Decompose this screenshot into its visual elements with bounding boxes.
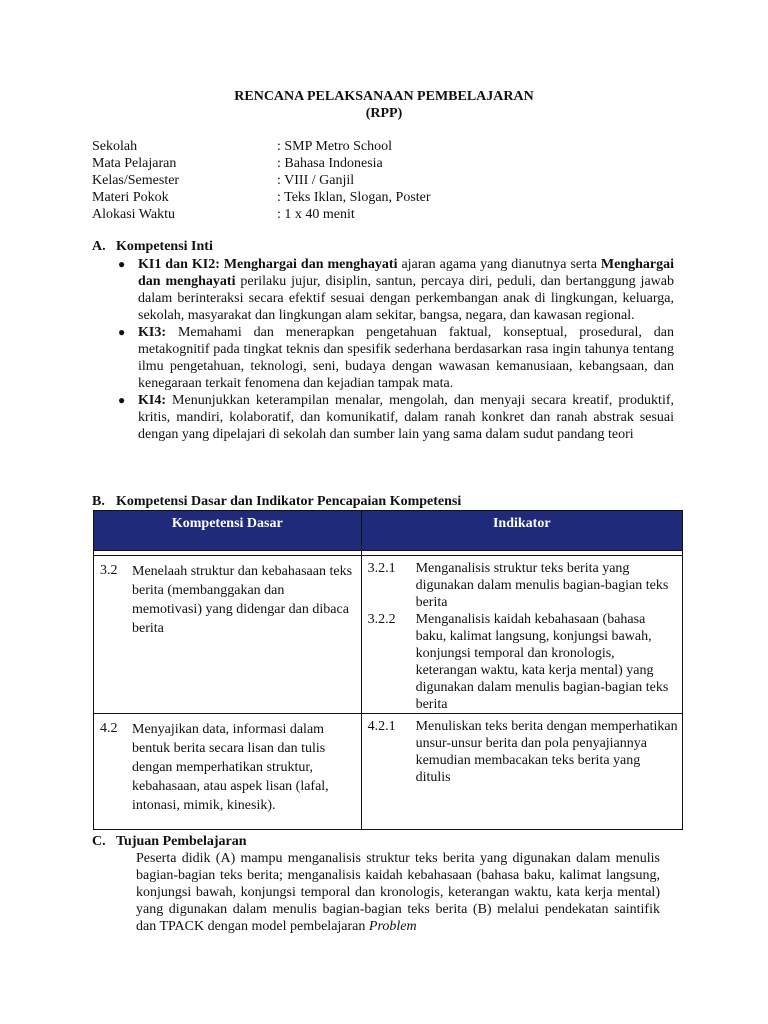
section-title: Kompetensi Inti: [116, 239, 213, 254]
info-label: Mata Pelajaran: [92, 156, 177, 171]
section-title: Kompetensi Dasar dan Indikator Pencapaian Kompetensi: [116, 494, 462, 509]
table-row: [94, 556, 683, 714]
section-title: Tujuan Pembelajaran: [116, 834, 247, 849]
ki-label: KI4:: [138, 393, 166, 408]
kd-number: 4.2: [100, 721, 118, 736]
info-label: Sekolah: [92, 139, 138, 154]
info-label: Materi Pokok: [92, 190, 169, 205]
section-b-heading: [92, 493, 461, 510]
section-letter: A.: [92, 239, 106, 254]
kd-text: Menelaah struktur dan kebahasaan teks berita (membanggakan dan memotivasi) yang didengar dan dibaca berita: [132, 564, 353, 636]
ki-item-3: [118, 324, 674, 392]
indikator-cell: [361, 556, 682, 714]
ki-emphasis: Menghargai dan menghayati: [138, 257, 674, 289]
indicator-item: [368, 560, 678, 611]
identity-block: [92, 138, 592, 223]
info-value: : SMP Metro School: [277, 139, 392, 154]
kd-number: 3.2: [100, 563, 118, 578]
bullet-icon: ●: [118, 393, 126, 407]
info-row-kelas-semester: [92, 172, 592, 189]
indicator-item: [368, 718, 678, 786]
ki-text: Menunjukkan keterampilan menalar, mengolah, dan menyaji secara kreatif, produktif, kritis, mandiri, kolaboratif, dan komunikatif, dalam ranah konkret dan ranah abstrak sesuai dengan yang dipelajari di sekolah dan sumber lain yang sama dalam sudut pandang teori: [138, 393, 674, 442]
indikator-cell: [361, 714, 682, 830]
info-value: : 1 x 40 menit: [277, 207, 355, 222]
ki-item-1-2: [118, 256, 674, 324]
header-kompetensi-dasar: Kompetensi Dasar: [94, 511, 362, 551]
kd-text: Menyajikan data, informasi dalam bentuk berita secara lisan dan tulis dengan memperhatikan struktur, kebahasaan, atau aspek lisan (lafal, intonasi, mimik, kinesik).: [132, 722, 329, 813]
indicator-text: Menuliskan teks berita dengan memperhatikan unsur-unsur berita dan pola penyajiannya kemudian membacakan teks berita yang ditulis: [415, 719, 678, 785]
info-value: : Teks Iklan, Slogan, Poster: [277, 190, 431, 205]
section-c-heading: [92, 833, 247, 850]
ki-item-4: [118, 392, 674, 443]
tujuan-paragraph: [136, 850, 660, 935]
ki-label: KI1 dan KI2: Menghargai dan menghayati: [138, 257, 398, 272]
ki-text: perilaku jujur, disiplin, santun, percaya diri, peduli, dan bertanggung jawab dalam berinteraksi secara efektif sesuai dengan perkembangan anak di lingkungan, keluarga, sekolah, masyarakat dan lingkungan alam sekitar, bangsa, negara, dan kawasan regional.: [138, 274, 674, 323]
kd-cell: [94, 556, 362, 714]
section-letter: C.: [92, 834, 106, 849]
ki-label: KI3:: [138, 325, 166, 340]
info-row-materi-pokok: [92, 189, 592, 206]
info-label: Alokasi Waktu: [92, 207, 175, 222]
tujuan-italic: Problem: [368, 919, 417, 934]
indicator-text: Menganalisis struktur teks berita yang digunakan dalam menulis bagian-bagian teks berita: [415, 561, 669, 610]
indicator-item: [368, 611, 678, 713]
document-title: RENCANA PELAKSANAAN PEMBELAJARAN: [234, 89, 534, 104]
kompetensi-inti-list: [118, 256, 674, 443]
indicator-number: 3.2.1: [367, 561, 396, 576]
info-row-sekolah: [92, 138, 592, 155]
ki-text: Memahami dan menerapkan pengetahuan faktual, konseptual, prosedural, dan metakognitif pada tingkat teknis dan spesifik sederhana berdasarkan rasa ingin tahunya tentang ilmu pengetahuan, teknologi, seni, budaya dengan wawasan kemanusiaan, kebangsaan, dan kenegaraan terkait fenomena dan kejadian tampak mata.: [138, 325, 674, 391]
indicator-number: 3.2.2: [367, 612, 396, 627]
table-header-row: [94, 511, 683, 551]
table-row: [94, 714, 683, 830]
document-subtitle: (RPP): [365, 106, 403, 121]
header-indikator: Indikator: [361, 511, 682, 551]
bullet-icon: ●: [118, 257, 126, 271]
indicator-number: 4.2.1: [367, 719, 396, 734]
tujuan-text: Peserta didik (A) mampu menganalisis struktur teks berita yang digunakan dalam menulis bagian-bagian teks berita; menganalisis kaidah kebahasaan (bahasa baku, kalimat langsung, konjungsi bawah, konjungsi temporal dan kronologis, keterangan waktu, kata kerja mental) yang digunakan dalam menulis bagian-bagian teks berita (B) melalui pendekatan saintifik dan TPACK dengan model pembelajaran: [136, 851, 660, 934]
info-row-alokasi-waktu: [92, 206, 592, 223]
ki-text: ajaran agama yang dianutnya serta: [397, 257, 601, 272]
info-value: : Bahasa Indonesia: [277, 156, 383, 171]
indicator-text: Menganalisis kaidah kebahasaan (bahasa baku, kalimat langsung, konjungsi bawah, konjungsi temporal dan kronologis, keterangan waktu, kata kerja mental) yang digunakan dalam menulis bagian-bagian teks berita: [415, 612, 669, 712]
bullet-icon: ●: [118, 325, 126, 339]
kompetensi-table: [93, 510, 683, 830]
section-letter: B.: [92, 494, 105, 509]
info-value: : VIII / Ganjil: [277, 173, 355, 188]
section-a-heading: [92, 238, 213, 255]
kd-cell: [94, 714, 362, 830]
info-label: Kelas/Semester: [92, 173, 180, 188]
info-row-mata-pelajaran: [92, 155, 592, 172]
